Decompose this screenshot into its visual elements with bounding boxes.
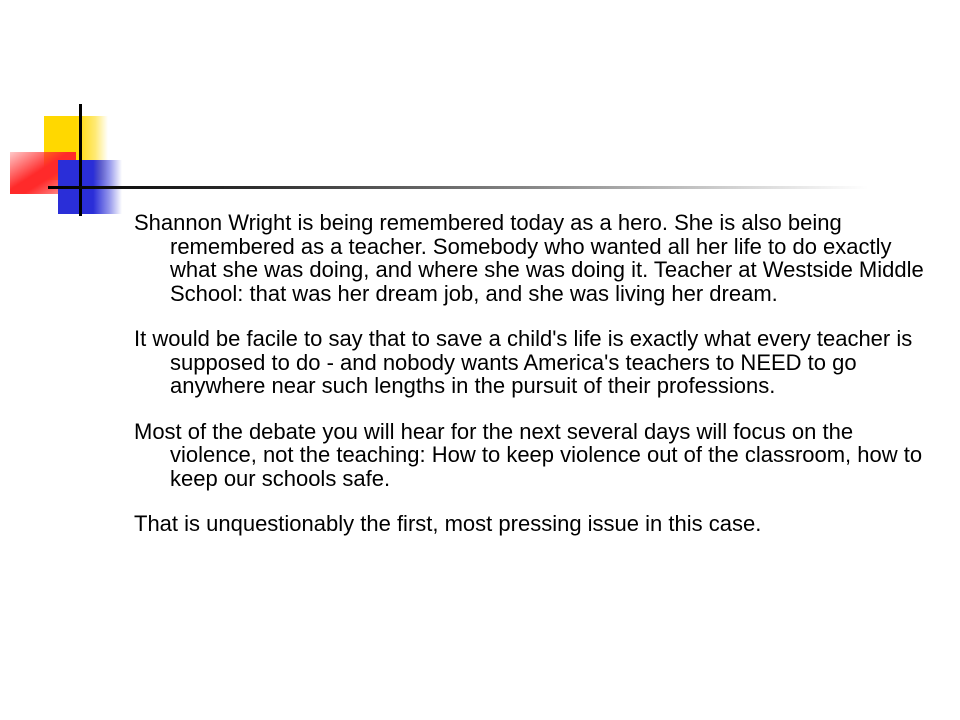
corner-decoration (0, 0, 960, 230)
paragraph-1: Shannon Wright is being remembered today as a hero. She is also being remembered as a teacher. Somebody who wanted all her life to do exactly what she was doing, and where she was doing it. Teacher at Westside Middle School: that was her dream job, and she was living her dream. (134, 210, 924, 306)
paragraph-2: It would be facile to say that to save a child's life is exactly what every teacher is supposed to do - and nobody wants America's teachers to NEED to go anywhere near such lengths in the pursuit of their professions. (134, 326, 913, 398)
paragraph-3: Most of the debate you will hear for the next several days will focus on the violence, not the teaching: How to keep violence out of the classroom, how to keep our schools safe. (134, 418, 923, 491)
paragraph-4: That is unquestionably the first, most pressing issue in this case. (134, 511, 762, 536)
horizontal-rule (48, 186, 868, 189)
vertical-rule (79, 104, 82, 216)
slide-body (134, 211, 934, 558)
